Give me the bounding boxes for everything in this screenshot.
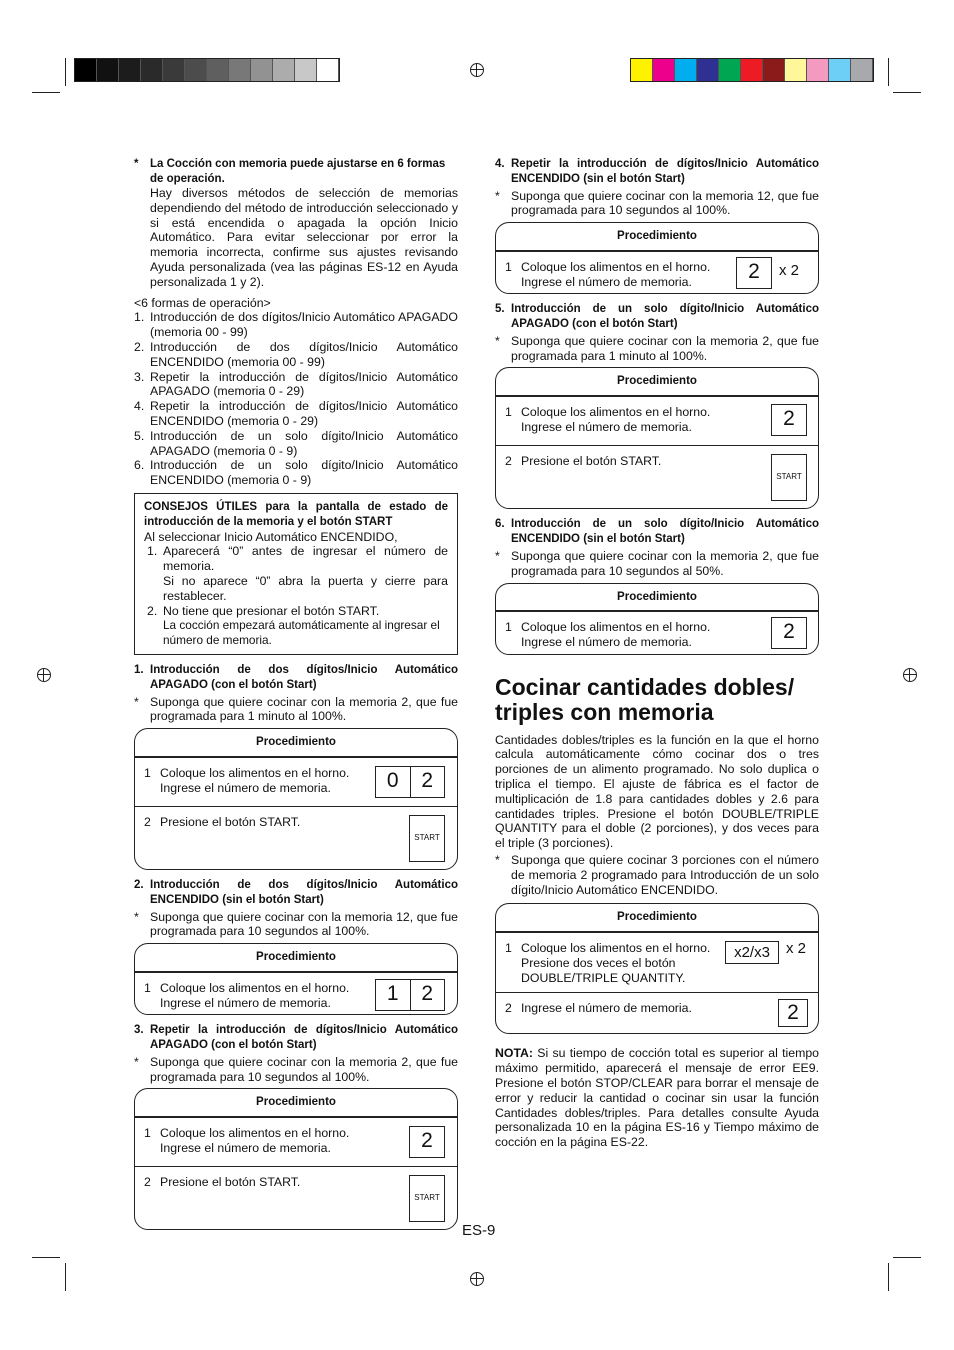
procedure-box-5: Procedimiento 1 Coloque los alimentos en el horno. Ingrese el número de memoria. 2 2 Presione el botón START. START xyxy=(495,367,819,509)
procedure-heading: Procedimiento xyxy=(496,368,818,396)
color-swatch xyxy=(741,59,763,81)
tip-2: No tiene que presionar el botón START. xyxy=(163,603,380,618)
note-text: Si su tiempo de cocción total es superior al tiempo máximo permitido, aparecerá el mensaje de error EE9. Presione el botón STOP/CLEAR para borrar el mensaje de error y reducir la cantidad o cocinar sin usar la función Cantidades dobles/triples. Para detalles consulte Ayuda personalizada 10 en la página ES-16 y Tiempo máximo de cocción en la página ES-22. xyxy=(495,1046,819,1150)
step-2-text: Ingrese el número de memoria. xyxy=(521,1001,692,1016)
start-button: START xyxy=(771,454,807,501)
double-triple-key: x2/x3 xyxy=(725,941,779,964)
section-4-title: Repetir la introducción de dígitos/Inicio Automático ENCENDIDO (sin el botón Start) xyxy=(511,158,819,185)
section-2-note: Suponga que quiere cocinar con la memoria 12, que fue programada para 10 segundos al 100%. xyxy=(150,909,458,939)
section-3: 3. Repetir la introducción de dígitos/Inicio Automático APAGADO (con el botón Start) * Suponga que quiere cocinar con la memoria 2, que fue programada para 10 segundos al 100%. Procedimiento 1 Coloque los alimentos en el horno. Ingrese el número de memoria. 2 2 Presione el botón START. START xyxy=(134,1023,458,1230)
procedure-box-double-triple: Procedimiento 1 Coloque los alimentos en el horno. Presione dos veces el botón DOUBLE/TRIPLE QUANTITY. x2/x3 x 2 2 Ingrese el número de memoria. 2 xyxy=(495,903,819,1034)
way-text: Introducción de dos dígitos/Inicio Automático ENCENDIDO (memoria 00 - 99) xyxy=(150,339,458,369)
section-1-note: Suponga que quiere cocinar con la memoria 2, que fue programada para 1 minuto al 100%. xyxy=(150,694,458,724)
section-4-note: Suponga que quiere cocinar con la memoria 12, que fue programada para 10 segundos al 100%. xyxy=(511,188,819,218)
color-calibration-bar xyxy=(630,58,874,82)
step-1-text: Coloque los alimentos en el horno. Presione dos veces el botón DOUBLE/TRIPLE QUANTITY. xyxy=(521,941,711,985)
step-1-text: Coloque los alimentos en el horno. Ingrese el número de memoria. xyxy=(521,620,711,650)
procedure-box-3: Procedimiento 1 Coloque los alimentos en el horno. Ingrese el número de memoria. 2 2 Presione el botón START. START xyxy=(134,1088,458,1230)
ways-list xyxy=(134,310,458,488)
key-digit: 2 xyxy=(421,768,434,792)
procedure-heading: Procedimiento xyxy=(135,944,457,972)
tips-intro: Al seleccionar Inicio Automático ENCENDIDO, xyxy=(144,529,398,544)
procedure-heading: Procedimiento xyxy=(496,223,818,251)
color-swatch xyxy=(829,59,851,81)
gray-swatch xyxy=(317,59,339,81)
ways-header: <6 formas de operación> xyxy=(134,295,271,310)
crop-mark xyxy=(893,1257,921,1258)
color-swatch xyxy=(719,59,741,81)
gray-swatch xyxy=(119,59,141,81)
crop-mark xyxy=(888,1263,889,1291)
double-triple-note: Suponga que quiere cocinar 3 porciones con el número de memoria 2 programado para Introducción de un solo dígito/Inicio Automático ENCENDIDO. xyxy=(511,852,819,897)
color-swatch xyxy=(697,59,719,81)
procedure-box-1: Procedimiento 1 Coloque los alimentos en el horno. Ingrese el número de memoria. 0 2 2 Presione el botón START. START xyxy=(134,728,458,870)
step-1-text: Coloque los alimentos en el horno. Ingrese el número de memoria. xyxy=(521,405,711,434)
way-number: 4. xyxy=(134,399,145,414)
way-item xyxy=(134,458,458,488)
gray-swatch xyxy=(141,59,163,81)
way-item xyxy=(134,370,458,400)
color-swatch xyxy=(785,59,807,81)
crop-mark xyxy=(32,92,60,93)
way-number: 6. xyxy=(134,458,145,473)
crop-mark xyxy=(888,58,889,86)
crop-mark xyxy=(32,1257,60,1258)
tips-box: CONSEJOS ÚTILES para la pantalla de estado de introducción de la memoria y el botón START Al seleccionar Inicio Automático ENCENDIDO, 1. Aparecerá “0” antes de ingresar el número de memoria. Si no aparece “0” abra la puerta y cierre para restablecer. 2. No tiene que presionar el botón START. La cocción empezará automáticamente al ingresar el número de memoria. xyxy=(134,493,458,655)
key-digit: 1 xyxy=(376,980,411,1010)
double-triple-intro: Cantidades dobles/triples es la función en la que el horno calcula automáticamente cómo cocinar dos o tres porciones de un alimento programado. No solo duplica o triplica el tiempo. El ajuste de fábrica es el factor de multiplicación de 1.8 para cantidades dobles y 2.6 para cantidades triples. Presione el botón DOUBLE/TRIPLE QUANTITY para el doble (2 porciones), y dos veces para el triple (3 porciones). xyxy=(495,732,819,851)
procedure-box-4: Procedimiento 1 Coloque los alimentos en el horno. Ingrese el número de memoria. 2 x 2 xyxy=(495,222,819,294)
section-1-title: Introducción de dos dígitos/Inicio Automático APAGADO (con el botón Start) xyxy=(150,663,458,691)
crop-mark xyxy=(65,58,66,86)
way-item xyxy=(134,310,458,340)
section-4: 4. Repetir la introducción de dígitos/Inicio Automático ENCENDIDO (sin el botón Start) * Suponga que quiere cocinar con la memoria 12, que fue programada para 10 segundos al 100%. Procedimiento 1 Coloque los alimentos en el horno. Ingrese el número de memoria. 2 x 2 xyxy=(495,157,819,294)
registration-mark-icon xyxy=(470,63,484,77)
memory-key-2: 2 xyxy=(778,999,808,1027)
step-2-text: Presione el botón START. xyxy=(521,454,662,469)
way-number: 2. xyxy=(134,339,145,354)
memory-key-2: 2 xyxy=(771,404,807,436)
procedure-box-2: Procedimiento 1 Coloque los alimentos en el horno. Ingrese el número de memoria. 1 2 xyxy=(134,943,458,1015)
memory-key-2: 2 xyxy=(771,617,807,649)
note-paragraph xyxy=(495,1046,819,1150)
procedure-heading: Procedimiento xyxy=(496,904,818,932)
section-1: 1. Introducción de dos dígitos/Inicio Automático APAGADO (con el botón Start) * Suponga que quiere cocinar con la memoria 2, que fue programada para 1 minuto al 100%. Procedimiento 1 Coloque los alimentos en el horno. Ingrese el número de memoria. 0 2 2 Presione el botón START. START xyxy=(134,663,458,870)
key-digit: 2 xyxy=(421,982,434,1006)
memory-note-title: * La Cocción con memoria puede ajustarse en 6 formas de operación. xyxy=(134,158,446,185)
gray-swatch xyxy=(75,59,97,81)
way-item xyxy=(134,340,458,370)
way-number: 3. xyxy=(134,369,145,384)
tips-title: CONSEJOS ÚTILES para la pantalla de estado de introducción de la memoria y el botón START xyxy=(144,500,448,528)
color-swatch xyxy=(675,59,697,81)
step-1-text: Coloque los alimentos en el horno. Ingrese el número de memoria. xyxy=(160,765,350,795)
registration-mark-icon xyxy=(470,1272,484,1286)
memory-note-body: Hay diversos métodos de selección de memorias dependiendo del método de introducción seleccionado y si está encendida o apagada la opción Inicio Automático. Para evitar seleccionar por error la memoria incorrecta, confirme sus ajustes revisando Ayuda personalizada (vea las páginas ES-12 en Ayuda personalizada 1 y 2). xyxy=(150,186,458,289)
procedure-heading: Procedimiento xyxy=(135,729,457,757)
gray-swatch xyxy=(185,59,207,81)
key-digit: 0 xyxy=(376,767,411,797)
start-button: START xyxy=(409,1175,445,1222)
color-swatch xyxy=(763,59,785,81)
step-2-text: Presione el botón START. xyxy=(160,1175,301,1190)
color-swatch xyxy=(653,59,675,81)
gray-swatch xyxy=(163,59,185,81)
way-number: 1. xyxy=(134,310,145,325)
step-1-text: Coloque los alimentos en el horno. Ingrese el número de memoria. xyxy=(521,259,711,289)
step-1-text: Coloque los alimentos en el horno. Ingrese el número de memoria. xyxy=(160,981,350,1010)
color-swatch xyxy=(807,59,829,81)
way-text: Introducción de un solo dígito/Inicio Automático ENCENDIDO (memoria 0 - 9) xyxy=(150,458,458,488)
section-3-note: Suponga que quiere cocinar con la memoria 2, que fue programada para 10 segundos al 100%. xyxy=(150,1054,458,1084)
section-5-note: Suponga que quiere cocinar con la memoria 2, que fue programada para 1 minuto al 100%. xyxy=(511,333,819,363)
step-1-text: Coloque los alimentos en el horno. Ingrese el número de memoria. xyxy=(160,1126,350,1156)
right-column: 4. Repetir la introducción de dígitos/Inicio Automático ENCENDIDO (sin el botón Start) * Suponga que quiere cocinar con la memoria 12, que fue programada para 10 segundos al 100%. Procedimiento 1 Coloque los alimentos en el horno. Ingrese el número de memoria. 2 x 2 5. Introducción de un solo dígito/Inicio Automático APAGADO (con el botón Start) * Suponga que quiere cocinar con la memoria 2, que fue programada para 1 minuto al 100%. Procedimiento 1 Coloque los alimentos en el horno. Ingrese el número de memoria. 2 2 Presione el botón START. START 6. Introducción de un solo dígito/Inicio Automático ENCENDIDO (sin el botón Start) * Suponga que quiere cocinar con la memoria 2, que fue programada para 10 segundos al 50%. Procedimiento 1 Coloque los alimentos en el horno. Ingrese el número de memoria. 2 Cocinar cantidades dobles/ triples con memoria Cantidades dobles/triples es la función en la que el horno calcula automáticamente cómo cocinar dos o tres porciones de un alimento programado. No solo duplica o triplica el tiempo. El ajuste de fábrica es el factor de multiplicación de 1.8 para cantidades dobles y 2.6 para cantidades triples. Presione el botón DOUBLE/TRIPLE QUANTITY para el doble (2 porciones), y dos veces para el triple (3 porciones). * Suponga que quiere cocinar 3 porciones con el número de memoria 2 programado para Introducción de un solo dígito/Inicio Automático ENCENDIDO. Procedimiento 1 Coloque los alimentos en el horno. Presione dos veces el botón DOUBLE/TRIPLE QUANTITY. x2/x3 x 2 2 Ingrese el número de memoria. 2 NOTA: Si su tiempo de cocción total es superior al tiempo máximo permitido, aparecerá el mensaje de error EE9. Presione el botón STOP/CLEAR para borrar el mensaje de error y reducir la cantidad o cocinar sin usar la función Cantidades dobles/triples. Para detalles consulte Ayuda personalizada 10 en la página ES-16 y Tiempo máximo de cocción en la página ES-22. xyxy=(495,157,819,1150)
section-6-note: Suponga que quiere cocinar con la memoria 2, que fue programada para 10 segundos al 50%. xyxy=(511,548,819,578)
way-text: Repetir la introducción de dígitos/Inicio Automático ENCENDIDO (memoria 0 - 29) xyxy=(150,399,458,428)
crop-mark xyxy=(65,1263,66,1291)
tip-2-extra: La cocción empezará automáticamente al ingresar el número de memoria. xyxy=(163,618,440,648)
gray-swatch xyxy=(207,59,229,81)
crop-mark xyxy=(893,92,921,93)
registration-mark-icon xyxy=(37,668,51,682)
note-label: NOTA: xyxy=(495,1046,534,1061)
gray-swatch xyxy=(229,59,251,81)
section-2-title: Introducción de dos dígitos/Inicio Automático ENCENDIDO (sin el botón Start) xyxy=(150,879,458,906)
way-item xyxy=(134,399,458,429)
way-number: 5. xyxy=(134,428,145,443)
section-5: 5. Introducción de un solo dígito/Inicio Automático APAGADO (con el botón Start) * Suponga que quiere cocinar con la memoria 2, que fue programada para 1 minuto al 100%. Procedimiento 1 Coloque los alimentos en el horno. Ingrese el número de memoria. 2 2 Presione el botón START. START xyxy=(495,302,819,509)
section-5-title: Introducción de un solo dígito/Inicio Automático APAGADO (con el botón Start) xyxy=(511,303,819,330)
memory-keys-1-2 xyxy=(375,979,445,1011)
step-2-text: Presione el botón START. xyxy=(160,814,301,829)
memory-keys-0-2 xyxy=(375,766,445,798)
procedure-heading: Procedimiento xyxy=(496,584,818,612)
gray-swatch xyxy=(295,59,317,81)
color-swatch xyxy=(631,59,653,81)
tip-1: Aparecerá “0” antes de ingresar el número de memoria. xyxy=(163,544,448,574)
memory-key-2: 2 xyxy=(736,257,772,289)
press-count: x 2 xyxy=(786,940,807,958)
memory-key-2: 2 xyxy=(409,1126,445,1158)
way-text: Introducción de un solo dígito/Inicio Automático APAGADO (memoria 0 - 9) xyxy=(150,428,458,458)
tip-1-extra: Si no aparece “0” abra la puerta y cierre para restablecer. xyxy=(163,573,448,603)
gray-swatch xyxy=(273,59,295,81)
section-3-title: Repetir la introducción de dígitos/Inicio Automático APAGADO (con el botón Start) xyxy=(150,1024,458,1052)
left-column xyxy=(134,157,458,1230)
way-item xyxy=(134,429,458,459)
page-number: ES-9 xyxy=(462,1222,496,1239)
registration-mark-icon xyxy=(903,668,917,682)
section-6: 6. Introducción de un solo dígito/Inicio Automático ENCENDIDO (sin el botón Start) * Suponga que quiere cocinar con la memoria 2, que fue programada para 10 segundos al 50%. Procedimiento 1 Coloque los alimentos en el horno. Ingrese el número de memoria. 2 xyxy=(495,517,819,654)
section-6-title: Introducción de un solo dígito/Inicio Automático ENCENDIDO (sin el botón Start) xyxy=(511,518,819,546)
way-text: Introducción de dos dígitos/Inicio Automático APAGADO (memoria 00 - 99) xyxy=(150,310,458,340)
start-button: START xyxy=(409,815,445,862)
section-heading: Cocinar cantidades dobles/ triples con memoria xyxy=(495,673,795,725)
press-count: x 2 xyxy=(779,261,800,279)
way-text: Repetir la introducción de dígitos/Inicio Automático APAGADO (memoria 0 - 29) xyxy=(150,369,458,399)
gray-swatch xyxy=(251,59,273,81)
grayscale-calibration-bar xyxy=(74,58,340,82)
color-swatch xyxy=(851,59,873,81)
procedure-box-6: Procedimiento 1 Coloque los alimentos en el horno. Ingrese el número de memoria. 2 xyxy=(495,583,819,655)
procedure-heading: Procedimiento xyxy=(135,1089,457,1117)
section-2: 2. Introducción de dos dígitos/Inicio Automático ENCENDIDO (sin el botón Start) * Suponga que quiere cocinar con la memoria 12, que fue programada para 10 segundos al 100%. Procedimiento 1 Coloque los alimentos en el horno. Ingrese el número de memoria. 1 2 xyxy=(134,878,458,1015)
gray-swatch xyxy=(97,59,119,81)
